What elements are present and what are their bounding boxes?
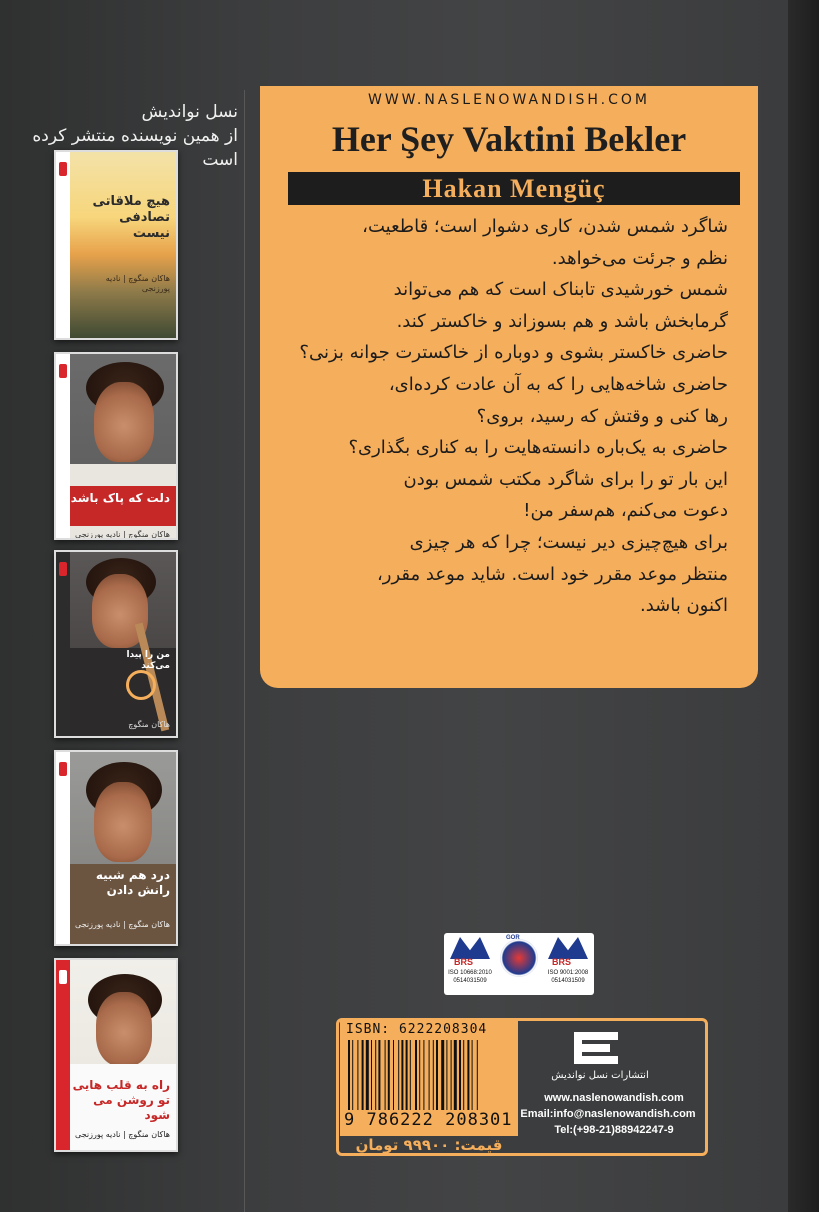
barcode-digits: 9 786222 208301 <box>344 1110 513 1130</box>
brs-logo-icon <box>450 937 490 959</box>
synopsis-text <box>278 211 728 622</box>
publisher-logo-icon <box>568 1030 632 1068</box>
book-thumbnail <box>54 352 178 540</box>
synopsis-line: شاگرد شمس شدن، کاری دشوار است؛ قاطعیت، <box>362 216 728 237</box>
thumbnail-spine <box>56 752 70 944</box>
barcode-bar <box>371 1040 372 1110</box>
barcode-bar <box>362 1040 364 1110</box>
barcode-bar <box>451 1040 452 1110</box>
synopsis-line: رها کنی و وقتش که رسید، بروی؟ <box>476 405 728 427</box>
barcode-bar <box>415 1040 417 1110</box>
publisher-url: WWW.NASLENOWANDISH.COM <box>368 92 650 108</box>
synopsis-line: حاضری شاخه‌هایی را که به آن عادت کرده‌ای، <box>388 373 728 395</box>
book-thumbnail <box>54 750 178 946</box>
book-title: هیچ ملاقاتی تصادفی نیست <box>92 194 170 241</box>
spine-divider <box>244 90 245 1212</box>
book-subtitle: هاکان منگوچ | نادیه پورزنجی <box>75 1130 170 1139</box>
barcode-bar <box>423 1040 424 1110</box>
publisher-mark-icon <box>59 562 67 576</box>
barcode-bar <box>433 1040 434 1110</box>
brs-logo-icon <box>548 937 588 959</box>
publisher-website: www.naslenowandish.com <box>544 1092 684 1104</box>
thumbnail-spine <box>56 960 70 1150</box>
barcode-bar <box>393 1040 394 1110</box>
synopsis-line: حاضری به یک‌باره دانسته‌هایت را به کناری بگذاری؟ <box>348 437 728 459</box>
book-subtitle: هاکان منگوچ | نادیه پورزنجی <box>75 530 170 539</box>
book-subtitle: هاکان منگوچ | نادیه پورزنجی <box>105 274 170 293</box>
synopsis-line: شمس خورشیدی تابناک است که هم می‌تواند <box>393 279 728 301</box>
publisher-email: Email:info@naslenowandish.com <box>520 1108 696 1120</box>
barcode-bar <box>446 1040 447 1110</box>
book-title: من را پیدا می‌کند <box>126 650 170 671</box>
iso-code: 0514031509 <box>551 978 585 984</box>
publisher-name: انتشارات نسل نواندیش <box>551 1070 649 1081</box>
author-portrait <box>94 382 154 462</box>
barcode-bar <box>366 1040 369 1110</box>
barcode-bar <box>459 1040 461 1110</box>
barcode-bar <box>352 1040 353 1110</box>
barcode-bar <box>406 1040 408 1110</box>
iso-info <box>544 969 592 985</box>
publisher-mark-icon <box>59 970 67 984</box>
book-thumbnail <box>54 550 178 738</box>
brs-label: BRS <box>454 957 474 967</box>
book-subtitle: هاکان منگوچ <box>128 720 170 729</box>
thumbnail-spine <box>56 552 70 736</box>
title-emblem <box>126 670 156 700</box>
book-thumbnail <box>54 958 178 1152</box>
publisher-mark-icon <box>59 364 67 378</box>
synopsis-line: این بار تو را برای شاگرد مکتب شمس بودن <box>403 468 728 490</box>
book-subtitle: هاکان منگوچ | نادیه پورزنجی <box>75 920 170 929</box>
publisher-phone: Tel:(+98-21)88942247-9 <box>554 1124 674 1136</box>
synopsis-line: حاضری خاکستر بشوی و دوباره از خاکسترت جوانه بزنی؟ <box>299 342 728 364</box>
barcode-bar <box>401 1040 403 1110</box>
certification-badge <box>444 933 594 995</box>
book-title: راه به قلب هایی تو روشن می شود <box>72 1078 170 1122</box>
seal-label: GOR <box>506 935 520 941</box>
publisher-mark-icon <box>59 162 67 176</box>
barcode-bar <box>477 1040 478 1110</box>
synopsis-line: دعوت می‌کنم، هم‌سفر من! <box>523 500 728 522</box>
barcode-bar <box>410 1040 411 1110</box>
author-name: Hakan Mengüç <box>422 174 606 203</box>
publisher-mark-icon <box>59 762 67 776</box>
barcode-bar <box>419 1040 420 1110</box>
barcode-bar <box>429 1040 430 1110</box>
author-bar <box>288 172 740 205</box>
publisher-label: نسل نواندیش <box>141 102 238 122</box>
book-title: دلت که پاک باشد <box>70 491 170 505</box>
barcode-bar <box>378 1040 380 1110</box>
barcode-bar <box>454 1040 457 1110</box>
synopsis-line: گرمابخش باشد و هم بسوزاند و خاکستر کند. <box>396 310 728 332</box>
barcode-bar <box>436 1040 438 1110</box>
barcode <box>340 1020 518 1136</box>
book-title: درد هم شبیه رانش دادن <box>95 868 170 897</box>
barcode-bar <box>357 1040 358 1110</box>
barcode-bar <box>375 1040 376 1110</box>
barcode-bar <box>398 1040 399 1110</box>
iso-standard: ISO 10668:2010 <box>448 970 492 976</box>
iso-code: 0514031509 <box>453 978 487 984</box>
barcode-bar <box>388 1040 390 1110</box>
synopsis-panel <box>260 86 758 688</box>
other-books-tagline: از همین نویسنده منتشر کرده است <box>32 126 238 170</box>
gor-seal-icon <box>500 939 538 977</box>
iso-standard: ISO 9001:2008 <box>547 970 589 976</box>
isbn-label: ISBN: 6222208304 <box>346 1022 488 1037</box>
book-thumbnail <box>54 150 178 340</box>
author-portrait <box>94 782 152 862</box>
synopsis-line: منتظر موعد مقرر خود است. شاید موعد مقرر، <box>376 563 728 585</box>
synopsis-line: برای هیچ‌چیزی دیر نیست؛ چرا که هر چیزی <box>409 531 728 553</box>
author-portrait <box>96 992 152 1066</box>
barcode-bar <box>441 1040 444 1110</box>
thumbnail-spine <box>56 152 70 338</box>
book-title-original: Her Şey Vaktini Bekler <box>331 119 687 159</box>
thumbnail-spine <box>56 354 70 538</box>
barcode-bar <box>467 1040 469 1110</box>
synopsis-line: اکنون باشد. <box>640 595 728 617</box>
barcode-bar <box>385 1040 386 1110</box>
price: قیمت: ۹۹۹۰۰ تومان <box>355 1136 503 1154</box>
barcode-bar <box>348 1040 350 1110</box>
barcode-bar <box>463 1040 464 1110</box>
brs-label: BRS <box>552 957 572 967</box>
synopsis-line: نظم و جرئت می‌خواهد. <box>551 247 728 269</box>
iso-info <box>446 969 494 985</box>
barcode-bar <box>472 1040 473 1110</box>
page-edge <box>788 0 819 1212</box>
barcode-bars <box>346 1040 512 1110</box>
